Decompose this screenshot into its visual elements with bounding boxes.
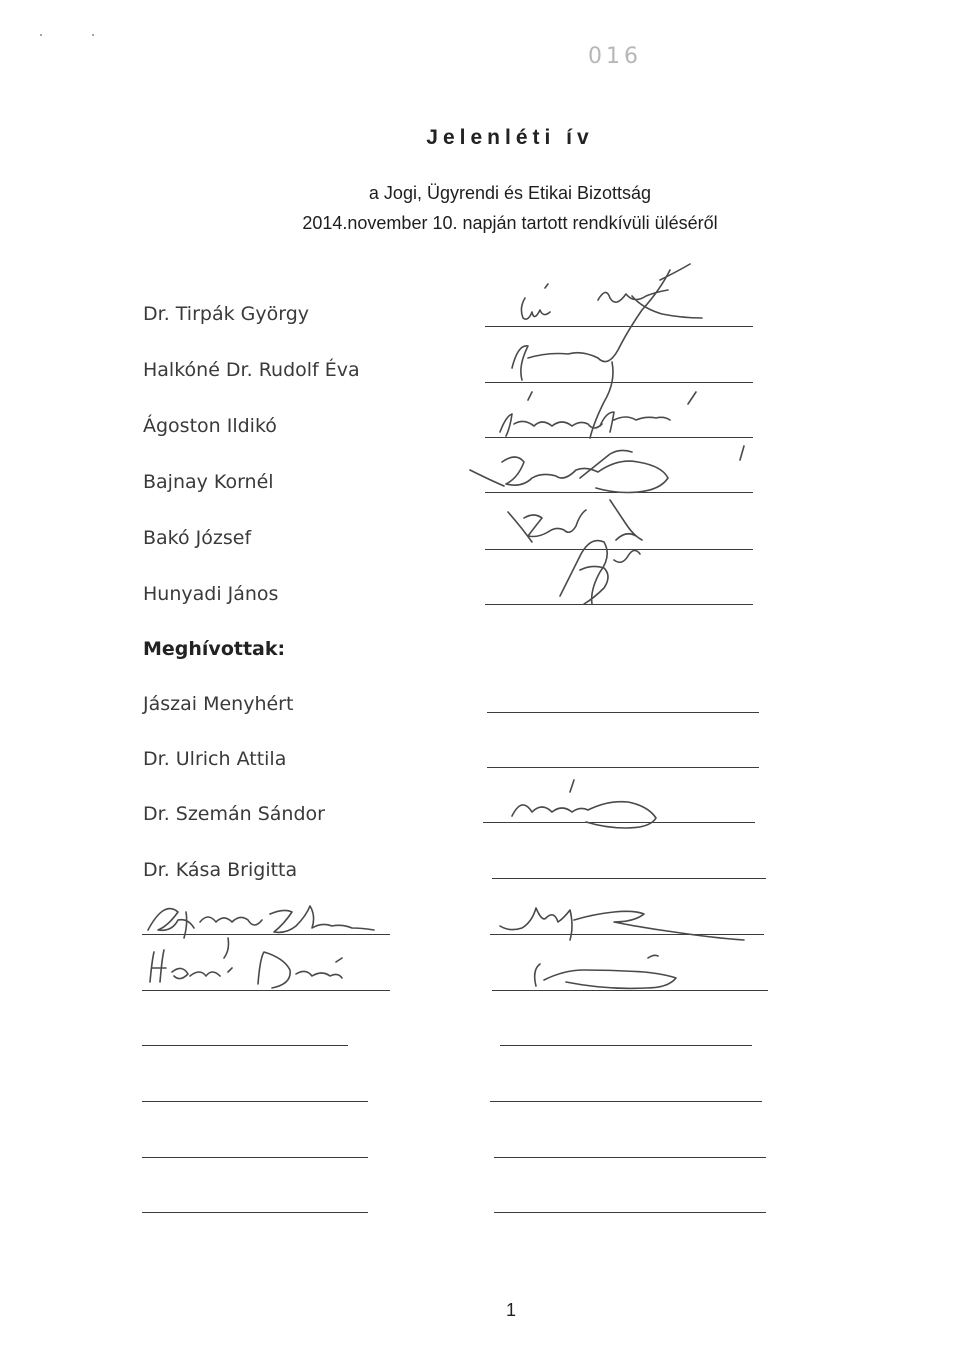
signature-line: [485, 492, 753, 493]
signature-line: [485, 326, 753, 327]
document-subtitle-meeting: 2014.november 10. napján tartott rendkívüli üléséről: [302, 213, 718, 233]
signature-line: [142, 1045, 348, 1046]
invited-name-4: Dr. Kása Brigitta: [143, 859, 298, 881]
signature-line: [494, 1212, 766, 1213]
signature-line: [500, 1045, 752, 1046]
member-name-5: Bakó József: [143, 527, 252, 549]
signature-right-1: [500, 908, 744, 940]
member-name-1: Dr. Tirpák György: [143, 303, 310, 325]
signature-line: [142, 934, 390, 935]
signature-halkone: [512, 270, 670, 438]
member-name-2: Halkóné Dr. Rudolf Éva: [143, 359, 360, 381]
signature-bako: [508, 500, 642, 542]
invited-heading: Meghívottak:: [143, 638, 286, 660]
signature-line: [483, 822, 755, 823]
signature-line: [142, 1101, 368, 1102]
invited-name-1: Jászai Menyhért: [143, 693, 294, 715]
member-name-3: Ágoston Ildikó: [143, 415, 277, 437]
signature-line: [490, 934, 764, 935]
scan-speck: [92, 34, 94, 36]
signature-line: [492, 990, 768, 991]
signature-line: [487, 767, 759, 768]
document-subtitle-committee: a Jogi, Ügyrendi és Etikai Bizottság: [368, 183, 652, 203]
signature-line: [142, 1212, 368, 1213]
signature-mezei-dezso: [150, 950, 342, 988]
document-title: Jelenléti ív: [426, 126, 594, 149]
signature-line: [485, 549, 753, 550]
signature-magyar-zoltan: [148, 906, 374, 958]
scan-speck: [40, 34, 42, 36]
signature-line: [492, 878, 766, 879]
signature-agoston: [500, 392, 696, 436]
page-number: 1: [506, 1300, 517, 1320]
signature-bajnay: [470, 446, 744, 493]
signature-line: [485, 437, 753, 438]
signature-line: [142, 990, 390, 991]
invited-name-3: Dr. Szemán Sándor: [143, 803, 325, 825]
signature-line: [494, 1157, 766, 1158]
member-name-4: Bajnay Kornél: [143, 471, 274, 493]
signature-szeman: [512, 780, 656, 828]
signature-line: [485, 604, 753, 605]
signature-right-2: [535, 955, 676, 988]
member-name-6: Hunyadi János: [143, 583, 279, 605]
signature-line: [485, 382, 753, 383]
signature-hunyadi: [560, 541, 640, 604]
invited-name-2: Dr. Ulrich Attila: [143, 748, 287, 770]
document-number-stamp: 016: [588, 44, 642, 69]
signature-line: [490, 1101, 762, 1102]
signature-line: [142, 1157, 368, 1158]
signature-line: [487, 712, 759, 713]
signature-tirpak: [521, 264, 702, 319]
